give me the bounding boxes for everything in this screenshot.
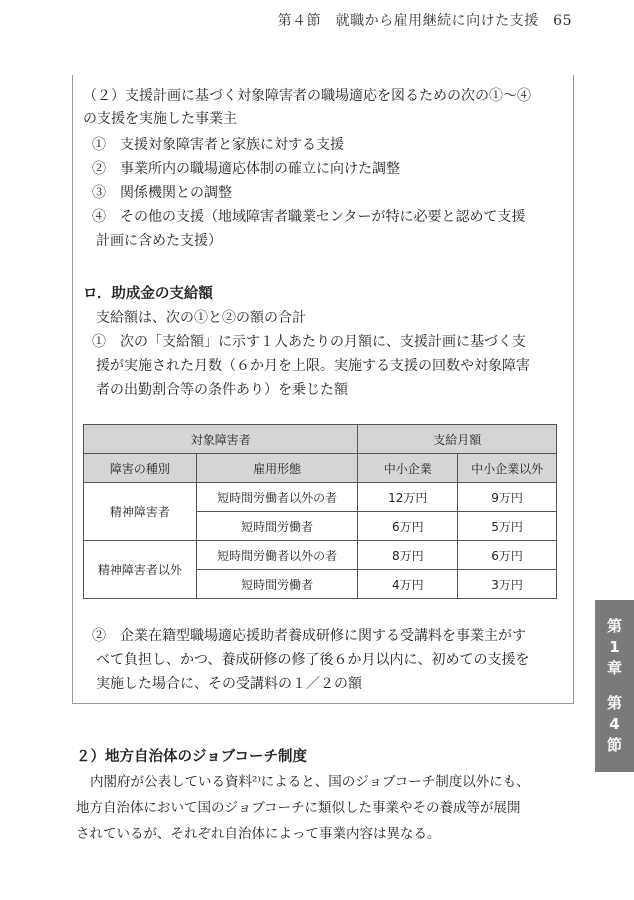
category-cell: 精神障害者 <box>84 483 197 541</box>
section2-line2: 地方自治体において国のジョブコーチに類似した事業やその養成等が展開 <box>76 800 521 816</box>
non-sme-cell: 5万円 <box>458 512 557 541</box>
heading-ro: ロ．助成金の支給額 <box>83 286 213 302</box>
amount1-line2: 援が実施された月数（６か月を上限。実施する支援の回数や対象障害 <box>96 358 530 374</box>
table-row <box>84 483 557 512</box>
sme-cell: 12万円 <box>358 483 458 512</box>
tab-char: 1 <box>609 638 620 656</box>
form-cell: 短時間労働者以外の者 <box>196 541 358 570</box>
form-cell: 短時間労働者 <box>196 512 358 541</box>
amount2-line2: べて負担し、かつ、養成研修の修了後６か月以内に、初めての支援を <box>96 652 530 668</box>
section2-heading: ２）地方自治体のジョブコーチ制度 <box>76 749 307 765</box>
header-disability-type: 障害の種別 <box>84 454 197 483</box>
amount2-line3: 実施した場合に、その受講料の１／２の額 <box>96 676 362 692</box>
amount1-line1: ① 次の「支給額」に示す１人あたりの月額に、支援計画に基づく支 <box>92 334 526 350</box>
page-header: 第４節 就職から雇用継続に向けた支援 65 <box>277 13 572 29</box>
header-sme: 中小企業 <box>358 454 458 483</box>
tab-char: 章 <box>606 659 622 677</box>
header-employment-form: 雇用形態 <box>196 454 358 483</box>
item-4-line2: 計画に含めた支援） <box>96 233 222 249</box>
amount1-line3: 者の出勤割合等の条件あり）を乗じた額 <box>96 382 348 398</box>
tab-char: 4 <box>609 715 620 733</box>
table-row <box>84 541 557 570</box>
non-sme-cell: 6万円 <box>458 541 557 570</box>
item-3: ③ 関係機関との調整 <box>92 185 232 201</box>
sme-cell: 8万円 <box>358 541 458 570</box>
category-cell: 精神障害者以外 <box>84 541 197 599</box>
para2-line1: （２）支援計画に基づく対象障害者の職場適応を図るための次の①～④ <box>83 88 531 104</box>
non-sme-cell: 3万円 <box>458 570 557 599</box>
tab-char: 第 <box>606 617 622 635</box>
amount-intro: 支給額は、次の①と②の額の合計 <box>96 310 306 326</box>
form-cell: 短時間労働者以外の者 <box>196 483 358 512</box>
section2-line1: 内閣府が公表している資料²⁾によると、国のジョブコーチ制度以外にも、 <box>90 774 530 790</box>
form-cell: 短時間労働者 <box>196 570 358 599</box>
tab-char: 節 <box>606 736 622 754</box>
header-monthly-amount: 支給月額 <box>358 425 557 454</box>
sme-cell: 6万円 <box>358 512 458 541</box>
item-4-line1: ④ その他の支援（地域障害者職業センターが特に必要と認めて支援 <box>92 209 526 225</box>
para2-line2: の支援を実施した事業主 <box>83 111 237 127</box>
chapter-section-tab <box>595 600 634 772</box>
section2-line3: されているが、それぞれ自治体によって事業内容は異なる。 <box>76 826 441 842</box>
sme-cell: 4万円 <box>358 570 458 599</box>
tab-char: 第 <box>606 694 622 712</box>
header-non-sme: 中小企業以外 <box>458 454 557 483</box>
amount2-line1: ② 企業在籍型職場適応援助者養成研修に関する受講料を事業主がす <box>92 628 526 644</box>
item-1: ① 支援対象障害者と家族に対する支援 <box>92 137 344 153</box>
subsidy-table <box>83 424 557 599</box>
non-sme-cell: 9万円 <box>458 483 557 512</box>
item-2: ② 事業所内の職場適応体制の確立に向けた調整 <box>92 161 400 177</box>
header-target-persons: 対象障害者 <box>84 425 358 454</box>
